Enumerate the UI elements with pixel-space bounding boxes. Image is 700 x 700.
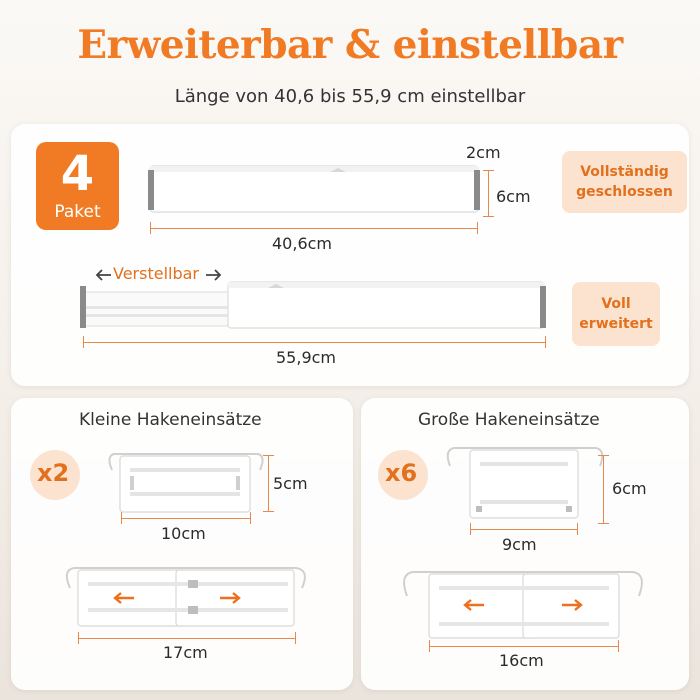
large-height-cap-top [598, 455, 609, 456]
large-extended-width-line [429, 646, 619, 647]
small-height-label: 5cm [273, 474, 308, 493]
small-closed-width-cap-left [121, 512, 122, 524]
extended-length-cap-right [545, 336, 546, 348]
small-extended-width-cap-left [78, 632, 79, 644]
small-height-cap-top [263, 455, 274, 456]
large-closed-width-line [470, 529, 578, 530]
closed-height-cap-bottom [483, 216, 494, 217]
arrow-right-icon [204, 269, 222, 281]
arrow-right-icon [218, 591, 242, 605]
arrow-right-icon [560, 598, 584, 612]
small-height-line [268, 455, 269, 511]
large-closed-width-cap-left [470, 523, 471, 535]
closed-length-label: 40,6cm [272, 234, 333, 253]
package-badge [36, 142, 119, 230]
package-label: Paket [54, 202, 101, 222]
divider-closed-illustration [140, 160, 490, 220]
extended-length-label: 55,9cm [276, 348, 337, 367]
extended-length-line [83, 342, 546, 343]
closed-length-cap-left [150, 222, 151, 234]
closed-length-cap-right [477, 222, 478, 234]
small-hooks-title: Kleine Hakeneinsätze [79, 410, 262, 430]
divider-extended-illustration [72, 276, 556, 338]
arrow-left-icon [462, 598, 486, 612]
small-extended-width-line [78, 638, 296, 639]
large-hooks-title: Große Hakeneinsätze [418, 410, 600, 430]
package-count: 4 [60, 146, 95, 202]
closed-length-line [150, 228, 478, 229]
small-hook-closed-illustration [100, 448, 270, 520]
closed-height-line [488, 170, 489, 216]
arrow-left-icon [112, 591, 136, 605]
large-closed-width-label: 9cm [502, 535, 537, 554]
closed-height-label: 6cm [496, 187, 531, 206]
closed-height-cap-top [483, 170, 494, 171]
extended-length-cap-left [83, 336, 84, 348]
small-height-cap-bottom [263, 511, 274, 512]
large-extended-width-cap-left [429, 640, 430, 652]
large-hook-closed-illustration [440, 440, 610, 524]
small-hook-extended-illustration [58, 562, 314, 634]
arrow-left-icon [95, 269, 113, 281]
closed-width-label: 2cm [466, 143, 501, 162]
large-hooks-quantity: x6 [385, 459, 418, 487]
page-title: Erweiterbar & einstellbar [77, 22, 623, 68]
adjustable-label: Verstellbar [113, 264, 200, 283]
small-hooks-quantity: x2 [37, 459, 70, 487]
large-height-cap-bottom [598, 523, 609, 524]
small-closed-width-line [121, 518, 251, 519]
page-subtitle: Länge von 40,6 bis 55,9 cm einstellbar [174, 86, 526, 107]
small-extended-width-label: 17cm [163, 643, 208, 662]
large-extended-width-label: 16cm [499, 651, 544, 670]
small-closed-width-label: 10cm [161, 524, 206, 543]
small-extended-width-cap-right [295, 632, 296, 644]
large-closed-width-cap-right [577, 523, 578, 535]
large-height-line [603, 455, 604, 523]
large-hook-extended-illustration [397, 566, 649, 646]
small-closed-width-cap-right [250, 512, 251, 524]
closed-note: Vollständig geschlossen [562, 151, 687, 213]
large-height-label: 6cm [612, 479, 647, 498]
extended-note: Voll erweitert [572, 282, 660, 346]
large-extended-width-cap-right [618, 640, 619, 652]
